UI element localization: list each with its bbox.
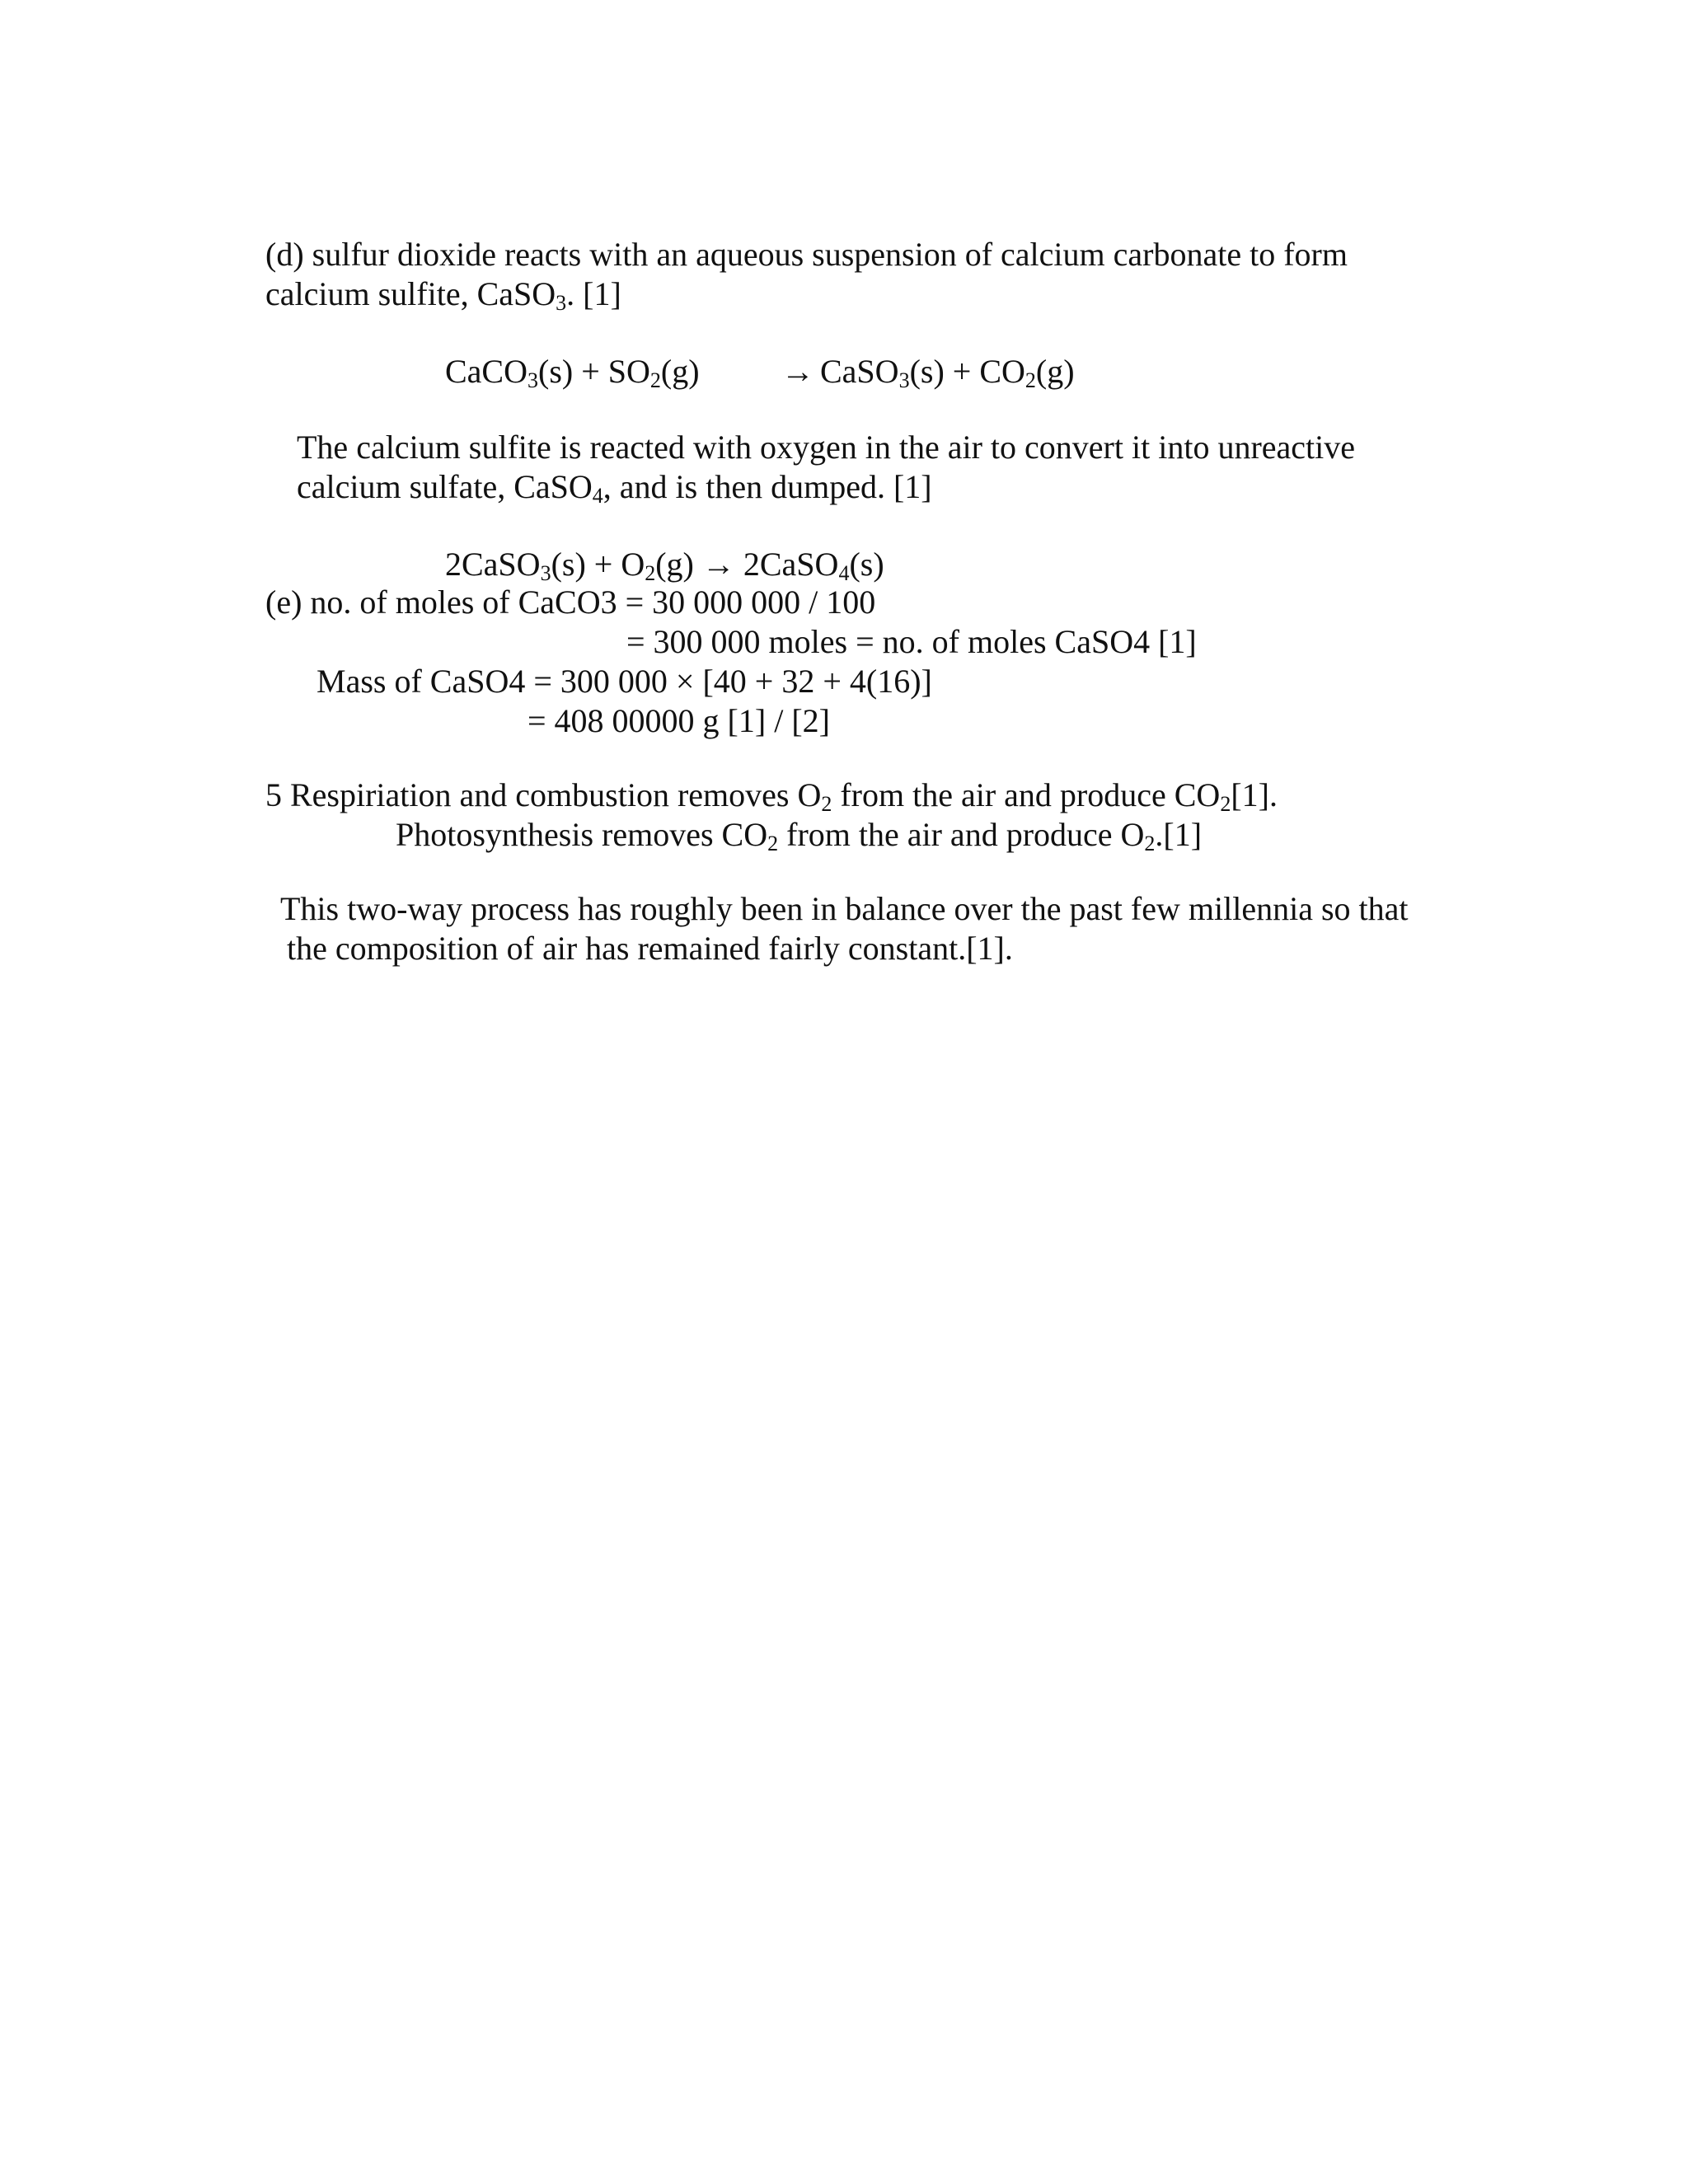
part-d-paragraph-line-1: The calcium sulfite is reacted with oxygen in the air to convert it into unreactive xyxy=(297,429,1356,466)
part-e-line-4: = 408 00000 g [1] / [2] xyxy=(528,702,830,739)
subscript: 2 xyxy=(767,832,779,855)
text-run: (g) xyxy=(660,353,700,390)
part-d-line-1: (d) sulfur dioxide reacts with an aqueous suspension of calcium carbonate to form xyxy=(265,236,1348,273)
subscript: 2 xyxy=(645,561,656,585)
text-run: (s) + CO xyxy=(909,353,1025,390)
q5-line-1 xyxy=(265,776,1278,814)
equation-1-reactants xyxy=(445,353,700,391)
text-run: , and is then dumped. [1] xyxy=(603,468,932,505)
text-run: (g) → 2CaSO xyxy=(655,546,839,583)
part-d-paragraph-line-2 xyxy=(297,468,932,506)
equation-2 xyxy=(445,546,884,583)
subscript: 2 xyxy=(821,792,832,816)
text-run: 2CaSO xyxy=(445,546,541,583)
text-run: from the air and produce CO xyxy=(832,776,1221,813)
text-run: calcium sulfite, CaSO xyxy=(265,275,556,312)
text-run: calcium sulfate, CaSO xyxy=(297,468,593,505)
q5-paragraph-line-2: the composition of air has remained fairly constant.[1]. xyxy=(287,930,1013,967)
text-run: CaCO xyxy=(445,353,528,390)
text-run: (s) + SO xyxy=(538,353,650,390)
text-run: CaSO xyxy=(820,353,899,390)
subscript: 3 xyxy=(556,291,567,315)
text-run: from the air and produce O xyxy=(778,816,1145,853)
text-run: (s) + O xyxy=(551,546,645,583)
text-run: (s) xyxy=(849,546,884,583)
subscript: 2 xyxy=(1025,368,1036,392)
subscript: 3 xyxy=(540,561,551,585)
text-run: 5 Respiriation and combustion removes O xyxy=(265,776,822,813)
equation-1-arrow: → xyxy=(781,353,814,390)
subscript: 4 xyxy=(838,561,850,585)
subscript: 4 xyxy=(592,484,603,508)
part-e-line-1: (e) no. of moles of CaCO3 = 30 000 000 / 100 xyxy=(265,583,876,621)
text-run: Photosynthesis removes CO xyxy=(396,816,768,853)
part-d-line-2 xyxy=(265,275,621,313)
text-run: .[1] xyxy=(1155,816,1203,853)
part-e-line-2: = 300 000 moles = no. of moles CaSO4 [1] xyxy=(626,623,1197,660)
subscript: 2 xyxy=(1220,792,1231,816)
subscript: 3 xyxy=(528,368,538,392)
text-run: (g) xyxy=(1035,353,1075,390)
subscript: 3 xyxy=(898,368,910,392)
equation-1-products xyxy=(820,353,1075,391)
part-e-line-3: Mass of CaSO4 = 300 000 × [40 + 32 + 4(16)] xyxy=(316,663,932,700)
q5-line-2 xyxy=(396,816,1202,854)
q5-paragraph-line-1: This two-way process has roughly been in balance over the past few millennia so that xyxy=(280,890,1409,927)
text-run: [1]. xyxy=(1231,776,1278,813)
subscript: 2 xyxy=(1144,832,1156,855)
text-run: . [1] xyxy=(566,275,621,312)
subscript: 2 xyxy=(649,368,661,392)
